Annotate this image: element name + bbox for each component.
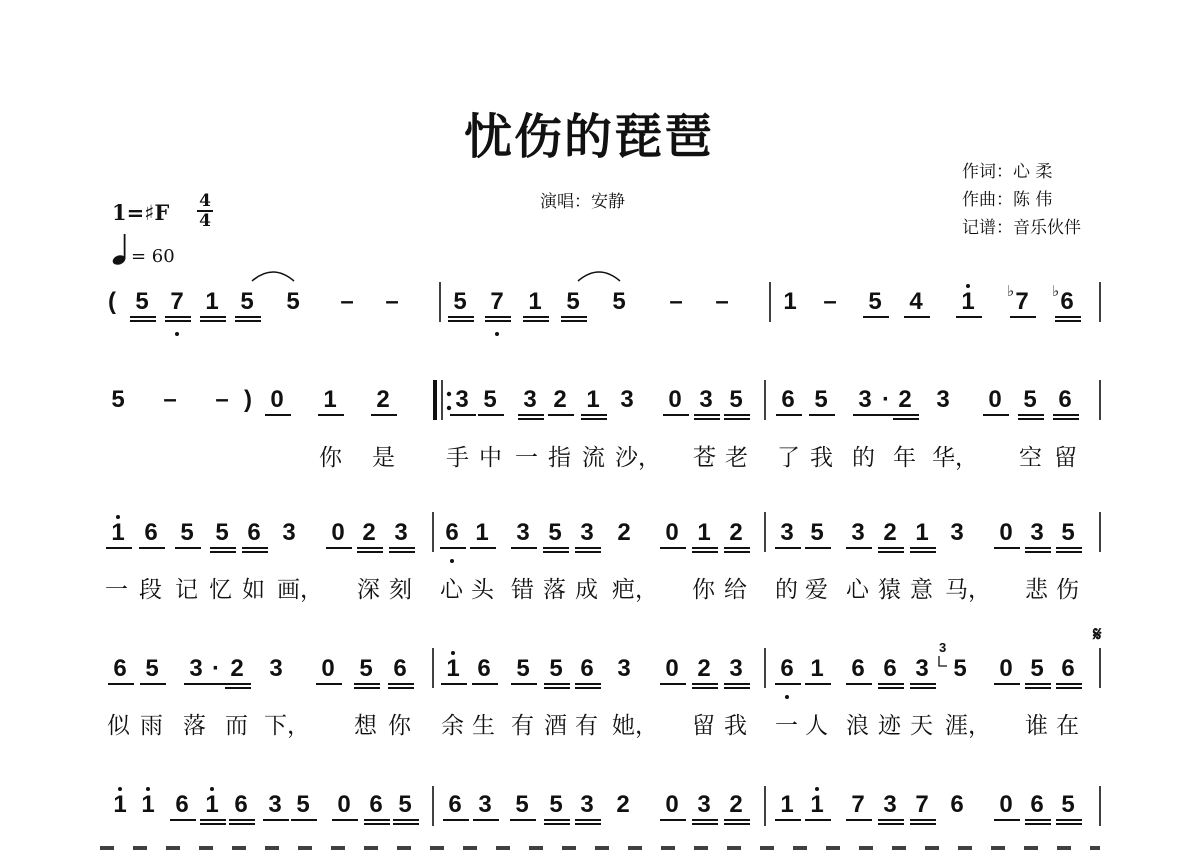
note: 5 (296, 791, 310, 818)
note: 3 (282, 519, 296, 546)
note: 6 (144, 519, 158, 546)
note: · (212, 655, 220, 682)
note: – (340, 288, 354, 315)
lyric-char: 给 (724, 577, 747, 603)
note: 3 (858, 386, 872, 413)
note: 7 (490, 288, 504, 315)
singer-credit: 演唱：安静 (540, 192, 625, 212)
note: 6 (780, 655, 794, 682)
lyric-char: 有 (575, 713, 598, 739)
note: 2 (616, 791, 630, 818)
note: 1 (810, 655, 824, 682)
slur (578, 272, 620, 281)
note: 3 (268, 791, 282, 818)
note: 5 (286, 288, 300, 315)
note: 5 (1061, 519, 1075, 546)
lyric-char: 雨 (140, 713, 163, 739)
lyric-char: 生 (472, 713, 495, 739)
lyric-char: 她， (612, 713, 658, 739)
time-signature-bottom: 4 (199, 211, 211, 231)
note: 1 (697, 519, 711, 546)
lyric-char: 刻 (389, 577, 412, 603)
lyric-char: 疤， (612, 577, 658, 603)
lyric-char: 流 (582, 445, 605, 471)
lyric-char: 马， (945, 577, 991, 603)
lyric-char: 余 (441, 713, 464, 739)
note: · (882, 386, 890, 413)
lyric-char: 下， (264, 713, 310, 739)
slur (252, 272, 294, 281)
flat-accidental: ♭ (1052, 282, 1060, 300)
lyric-char: 留 (1054, 445, 1077, 471)
note: 4 (909, 288, 923, 315)
lyric-char: 指 (548, 445, 571, 471)
note: 2 (617, 519, 631, 546)
note: 1 (113, 791, 127, 818)
note: 3 (455, 386, 469, 413)
lyric-char: 苍 (693, 445, 716, 471)
lyric-char: 酒 (544, 713, 567, 739)
note: 6 (369, 791, 383, 818)
note: 5 (729, 386, 743, 413)
composer-credit: 作曲：陈 伟 (962, 190, 1053, 210)
lyric-char: 手 (446, 445, 469, 471)
note: 3 (697, 791, 711, 818)
note: 6 (883, 655, 897, 682)
note: 5 (810, 519, 824, 546)
note: 5 (240, 288, 254, 315)
note: 0 (665, 655, 679, 682)
lyric-char: 我 (810, 445, 833, 471)
note: 0 (331, 519, 345, 546)
lyric-char: 爱 (805, 577, 828, 603)
note: ( (108, 288, 116, 315)
note: 6 (851, 655, 865, 682)
note: 0 (999, 655, 1013, 682)
note: 1 (915, 519, 929, 546)
lyric-char: 有 (511, 713, 534, 739)
note: 5 (135, 288, 149, 315)
note: 1 (205, 288, 219, 315)
lyric-char: 段 (139, 577, 162, 603)
note: 0 (665, 519, 679, 546)
time-signature-top: 4 (199, 191, 211, 211)
note: 5 (111, 386, 125, 413)
note: 5 (453, 288, 467, 315)
note: 1 (810, 791, 824, 818)
note: 5 (953, 655, 967, 682)
lyric-char: 伤 (1056, 577, 1079, 603)
note: 0 (999, 791, 1013, 818)
lyric-char: 一 (105, 577, 128, 603)
note: – (385, 288, 399, 315)
note: 2 (883, 519, 897, 546)
lyric-char: 忆 (209, 577, 232, 603)
note: 3 (1030, 519, 1044, 546)
lyric-char: 沙， (615, 445, 661, 471)
note: 6 (247, 519, 261, 546)
repeat-dot (447, 392, 451, 396)
note: 6 (175, 791, 189, 818)
note: 0 (988, 386, 1002, 413)
lyric-char: 华， (932, 445, 978, 471)
cropped-lyric-line (100, 846, 1100, 850)
note: 5 (549, 655, 563, 682)
note: 2 (376, 386, 390, 413)
lyricist-credit: 作词：心 柔 (962, 162, 1053, 182)
tempo-marking: = 60 (131, 246, 175, 267)
note: 0 (337, 791, 351, 818)
note: 3 (580, 791, 594, 818)
lyric-char: 人 (805, 713, 828, 739)
note: 6 (113, 655, 127, 682)
lyric-char: 我 (724, 713, 747, 739)
note: 5 (516, 655, 530, 682)
note: 2 (553, 386, 567, 413)
note: 0 (668, 386, 682, 413)
note: 5 (398, 791, 412, 818)
note: 3 (950, 519, 964, 546)
note: 3 (269, 655, 283, 682)
note: 5 (145, 655, 159, 682)
lyric-char: 悲 (1025, 577, 1048, 603)
lyric-char: 迹 (878, 713, 901, 739)
grace-bracket (939, 656, 947, 666)
note: – (715, 288, 729, 315)
lyric-char: 谁 (1025, 713, 1048, 739)
lyric-char: 年 (893, 445, 916, 471)
note: 6 (580, 655, 594, 682)
lyric-char: 你 (692, 577, 715, 603)
lyric-char: 你 (319, 445, 342, 471)
lyric-char: 心 (440, 577, 463, 603)
lyric-char: 了 (777, 445, 800, 471)
note: 5 (215, 519, 229, 546)
note: 2 (362, 519, 376, 546)
note: 5 (180, 519, 194, 546)
note: 3 (883, 791, 897, 818)
lyric-char: 浪 (846, 713, 869, 739)
lyric-char: 似 (107, 713, 130, 739)
note: 1 (205, 791, 219, 818)
note: 1 (528, 288, 542, 315)
note: 0 (999, 519, 1013, 546)
repeat-dot (447, 406, 451, 410)
note: 6 (950, 791, 964, 818)
lyric-char: 而 (225, 713, 248, 739)
note: 1 (475, 519, 489, 546)
lyric-char: 你 (388, 713, 411, 739)
note: 2 (898, 386, 912, 413)
note: 2 (230, 655, 244, 682)
note: 3 (729, 655, 743, 682)
note: 3 (780, 519, 794, 546)
note: 1 (323, 386, 337, 413)
note: 6 (1058, 386, 1072, 413)
note: 0 (321, 655, 335, 682)
lyric-char: 落 (543, 577, 566, 603)
note: 6 (477, 655, 491, 682)
note: 5 (566, 288, 580, 315)
note: 6 (1030, 791, 1044, 818)
lyric-char: 中 (479, 445, 502, 471)
note: 3 (394, 519, 408, 546)
note: 3 (189, 655, 203, 682)
lyric-char: 留 (692, 713, 715, 739)
note: – (163, 386, 177, 413)
note: 5 (1023, 386, 1037, 413)
note: 3 (851, 519, 865, 546)
note: 1 (111, 519, 125, 546)
note: 5 (549, 791, 563, 818)
lyric-char: 在 (1056, 713, 1079, 739)
lyric-char: 心 (846, 577, 869, 603)
lyric-char: 画， (277, 577, 323, 603)
note: 1 (783, 288, 797, 315)
flat-accidental: ♭ (1007, 282, 1015, 300)
lyric-char: 一 (775, 713, 798, 739)
note: 3 (523, 386, 537, 413)
note: 2 (729, 519, 743, 546)
transcriber-credit: 记谱：音乐伙伴 (962, 218, 1081, 238)
note: – (823, 288, 837, 315)
lyric-char: 想 (354, 713, 377, 739)
lyric-char: 深 (357, 577, 380, 603)
note: 5 (515, 791, 529, 818)
note: 2 (697, 655, 711, 682)
note: 5 (1061, 791, 1075, 818)
note: 5 (814, 386, 828, 413)
key-signature: 1=♯F (112, 200, 170, 225)
note: 0 (270, 386, 284, 413)
note: 7 (915, 791, 929, 818)
note: 3 (620, 386, 634, 413)
note: 5 (548, 519, 562, 546)
note: 3 (617, 655, 631, 682)
lyric-char: 是 (372, 445, 395, 471)
lyric-char: 如 (242, 577, 265, 603)
note: – (669, 288, 683, 315)
note: 2 (729, 791, 743, 818)
note: 1 (586, 386, 600, 413)
note: 6 (393, 655, 407, 682)
note: 6 (781, 386, 795, 413)
note: 6 (1060, 288, 1074, 315)
note: 3 (915, 655, 929, 682)
lyric-char: 头 (471, 577, 494, 603)
note: 6 (445, 519, 459, 546)
segno-icon: 𝄋 (1093, 622, 1102, 646)
note: 1 (780, 791, 794, 818)
lyric-char: 涯， (945, 713, 991, 739)
song-title: 忧伤的琵琶 (464, 109, 715, 165)
note: 3 (516, 519, 530, 546)
note: 1 (141, 791, 155, 818)
note: ) (244, 386, 252, 413)
lyric-char: 天 (910, 713, 933, 739)
note: 7 (170, 288, 184, 315)
note: 3 (699, 386, 713, 413)
note: 5 (868, 288, 882, 315)
note: 3 (580, 519, 594, 546)
note: 5 (359, 655, 373, 682)
lyric-char: 记 (175, 577, 198, 603)
note: 7 (1015, 288, 1029, 315)
lyric-char: 空 (1019, 445, 1042, 471)
lyric-char: 的 (852, 445, 875, 471)
lyric-char: 老 (725, 445, 748, 471)
note: 5 (483, 386, 497, 413)
note: 0 (665, 791, 679, 818)
lyric-char: 猿 (878, 577, 901, 603)
lyric-char: 落 (183, 713, 206, 739)
lyric-char: 意 (910, 577, 933, 603)
note: 6 (234, 791, 248, 818)
lyric-char: 的 (775, 577, 798, 603)
note: 6 (1061, 655, 1075, 682)
note: 3 (936, 386, 950, 413)
note: 5 (1030, 655, 1044, 682)
triplet-number: 3 (939, 640, 947, 655)
note: 6 (448, 791, 462, 818)
note: 7 (851, 791, 865, 818)
lyric-char: 成 (575, 577, 598, 603)
note: – (215, 386, 229, 413)
note: 3 (478, 791, 492, 818)
lyric-char: 错 (511, 577, 534, 603)
note: 5 (612, 288, 626, 315)
note: 1 (961, 288, 975, 315)
note: 1 (446, 655, 460, 682)
lyric-char: 一 (515, 445, 538, 471)
